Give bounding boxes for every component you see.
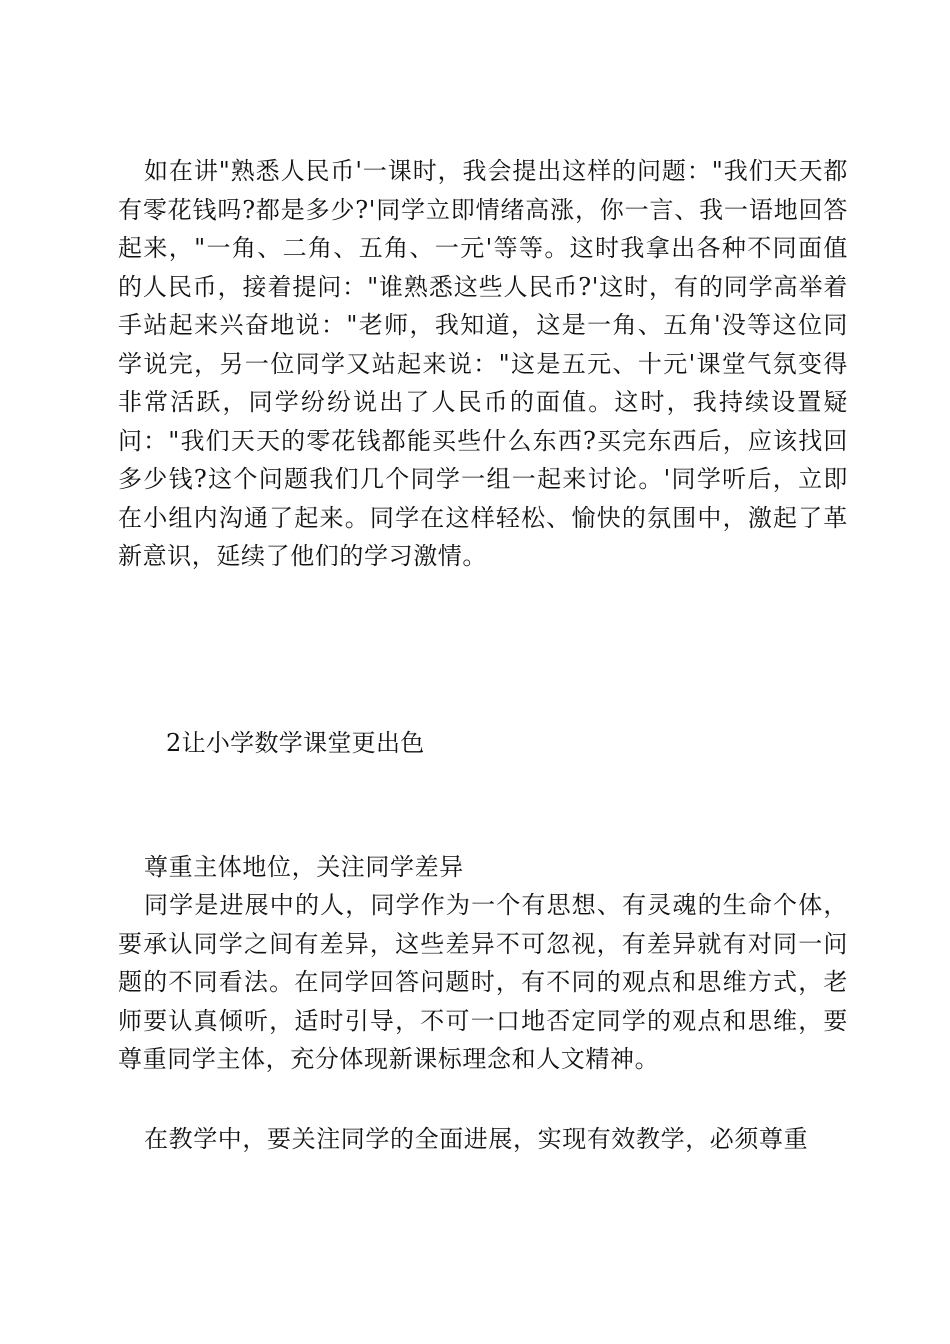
body-paragraph: 在教学中，要关注同学的全面进展，实现有效教学，必须尊重	[144, 1125, 809, 1153]
section-heading: 2让小学数学课堂更出色	[166, 729, 425, 757]
body-paragraph: 同学是进展中的人，同学作为一个有思想、有灵魂的生命个体，要承认同学之间有差异，这些差异不可忽视，有差异就有对同一问题的不同看法。在同学回答问题时，有不同的观点和思维方式，老师要认真倾听，适时引导，不可一口地否定同学的观点和思维，要尊重同学主体，充分体现新课标理念和人文精神。	[118, 891, 848, 1073]
subsection-heading: 尊重主体地位，关注同学差异	[144, 853, 464, 881]
body-paragraph: 如在讲"熟悉人民币'一课时，我会提出这样的问题："我们天天都有零花钱吗?都是多少?'同学立即情绪高涨，你一言、我一语地回答起来，"一角、二角、五角、一元'等等。这时我拿出各种不同面值的人民币，接着提问："谁熟悉这些人民币?'这时，有的同学高举着手站起来兴奋地说："老师，我知道，这是一角、五角'没等这位同学说完，另一位同学又站起来说："这是五元、十元'课堂气氛变得非常活跃，同学纷纷说出了人民币的面值。这时，我持续设置疑问："我们天天的零花钱都能买些什么东西?买完东西后，应该找回多少钱?这个问题我们几个同学一组一起来讨论。'同学听后，立即在小组内沟通了起来。同学在这样轻松、愉快的氛围中，激起了革新意识，延续了他们的学习激情。	[118, 157, 848, 570]
